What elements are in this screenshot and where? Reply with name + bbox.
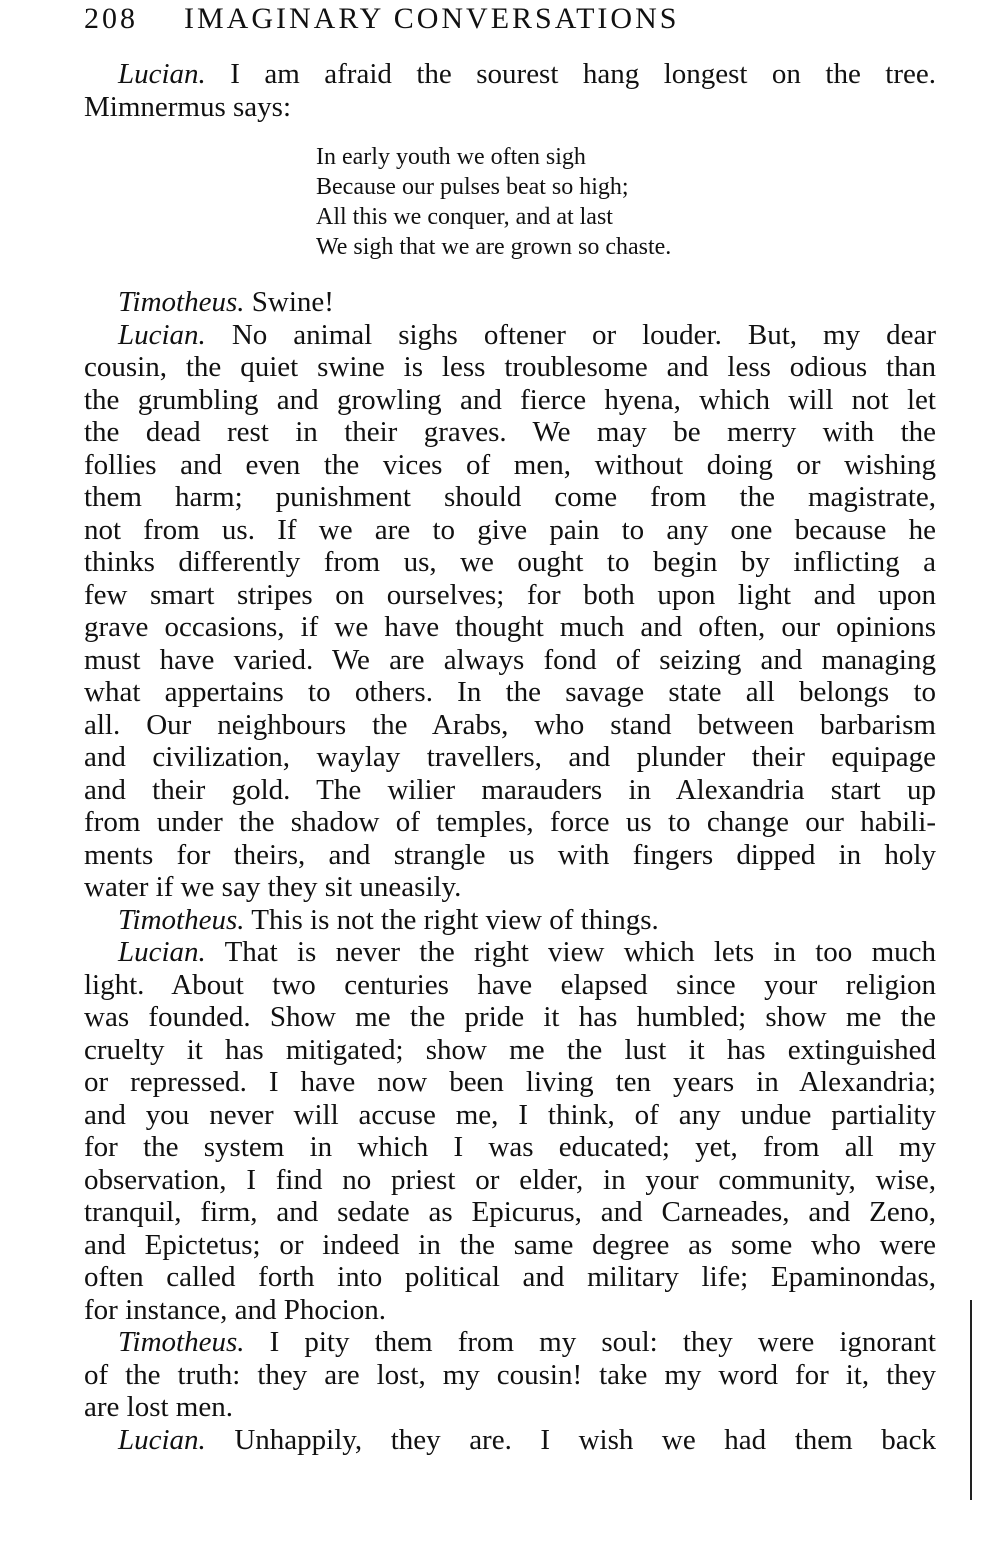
speaker-name: Timotheus. bbox=[118, 1326, 245, 1358]
text-line: the dead rest in their graves. We may be merry with the bbox=[84, 416, 936, 448]
text-line: not from us. If we are to give pain to any one because he bbox=[84, 513, 936, 546]
text-line: water if we say they sit uneasily. bbox=[84, 871, 462, 903]
text-line: Timotheus. This is not the right view of things. bbox=[118, 903, 659, 936]
speaker-name: Lucian. bbox=[118, 936, 206, 968]
text-line: Mimnermus says: bbox=[84, 90, 292, 123]
speaker-name: Timotheus. bbox=[118, 286, 245, 318]
text-line: few smart stripes on ourselves; for both upon light and upon bbox=[84, 578, 936, 611]
text-line: often called forth into political and military life; Epaminondas, bbox=[84, 1261, 936, 1293]
page-header bbox=[84, 2, 884, 42]
text-line: cousin, the quiet swine is less troublesome and less odious than bbox=[84, 351, 936, 383]
text-line: the grumbling and growling and fierce hyena, which will not let bbox=[84, 383, 936, 416]
text-line: tranquil, firm, and sedate as Epicurus, and Carneades, and Zeno, bbox=[84, 1196, 936, 1228]
verse-line: Because our pulses beat so high; bbox=[316, 174, 629, 200]
text-line: Lucian. That is never the right view which lets in too much bbox=[118, 936, 936, 968]
text-line: observation, I find no priest or elder, in your community, wise, bbox=[84, 1163, 936, 1196]
page-number: 208 bbox=[84, 2, 138, 35]
text-line: Lucian. No animal sighs oftener or louder. But, my dear bbox=[118, 318, 936, 351]
speaker-name: Lucian. bbox=[118, 318, 206, 351]
text-line: and their gold. The wilier marauders in Alexandria start up bbox=[84, 773, 936, 806]
running-title: IMAGINARY CONVERSATIONS bbox=[184, 2, 680, 35]
text-line: was founded. Show me the pride it has humbled; show me the bbox=[84, 1001, 936, 1033]
verse-line: We sigh that we are grown so chaste. bbox=[316, 234, 672, 260]
text-line: them harm; punishment should come from the magistrate, bbox=[84, 481, 936, 513]
margin-rule bbox=[970, 1300, 972, 1500]
text-line: light. About two centuries have elapsed since your religion bbox=[84, 968, 936, 1001]
text-line: grave occasions, if we have thought much and often, our opinions bbox=[84, 611, 936, 643]
text-line: cruelty it has mitigated; show me the lust it has extinguished bbox=[84, 1033, 936, 1066]
verse-line: In early youth we often sigh bbox=[316, 144, 586, 170]
text-line: must have varied. We are always fond of seizing and managing bbox=[84, 643, 936, 676]
text-line: ments for theirs, and strangle us with fingers dipped in holy bbox=[84, 838, 936, 871]
text-line: for the system in which I was educated; yet, from all my bbox=[84, 1131, 936, 1163]
text-line: what appertains to others. In the savage state all belongs to bbox=[84, 676, 936, 708]
speaker-name: Lucian. bbox=[118, 1423, 206, 1456]
text-line: thinks differently from us, we ought to begin by inflicting a bbox=[84, 546, 936, 578]
body-text-continued bbox=[84, 286, 936, 1456]
text-line: Lucian. Unhappily, they are. I wish we had them back bbox=[118, 1423, 936, 1456]
text-line: are lost men. bbox=[84, 1391, 233, 1423]
text-line: Lucian. I am afraid the sourest hang longest on the tree. bbox=[118, 58, 936, 90]
text-line: all. Our neighbours the Arabs, who stand between barbarism bbox=[84, 708, 936, 741]
text-line: for instance, and Phocion. bbox=[84, 1293, 387, 1326]
speaker-name: Lucian. bbox=[118, 58, 206, 90]
text-line: or repressed. I have now been living ten years in Alexandria; bbox=[84, 1066, 936, 1098]
text-line: Timotheus. Swine! bbox=[118, 286, 334, 318]
body-text bbox=[84, 58, 936, 123]
text-line: and you never will accuse me, I think, of any undue partiality bbox=[84, 1098, 936, 1131]
speaker-name: Timotheus. bbox=[118, 903, 245, 936]
text-line: follies and even the vices of men, without doing or wishing bbox=[84, 448, 936, 481]
verse-line: All this we conquer, and at last bbox=[316, 204, 613, 230]
text-line: Timotheus. I pity them from my soul: they were ignorant bbox=[118, 1326, 936, 1358]
text-line: and Epictetus; or indeed in the same degree as some who were bbox=[84, 1228, 936, 1261]
verse-quotation bbox=[316, 142, 876, 262]
text-line: from under the shadow of temples, force us to change our habili- bbox=[84, 806, 936, 838]
text-line: of the truth: they are lost, my cousin! take my word for it, they bbox=[84, 1358, 936, 1391]
text-line: and civilization, waylay travellers, and plunder their equipage bbox=[84, 741, 936, 773]
